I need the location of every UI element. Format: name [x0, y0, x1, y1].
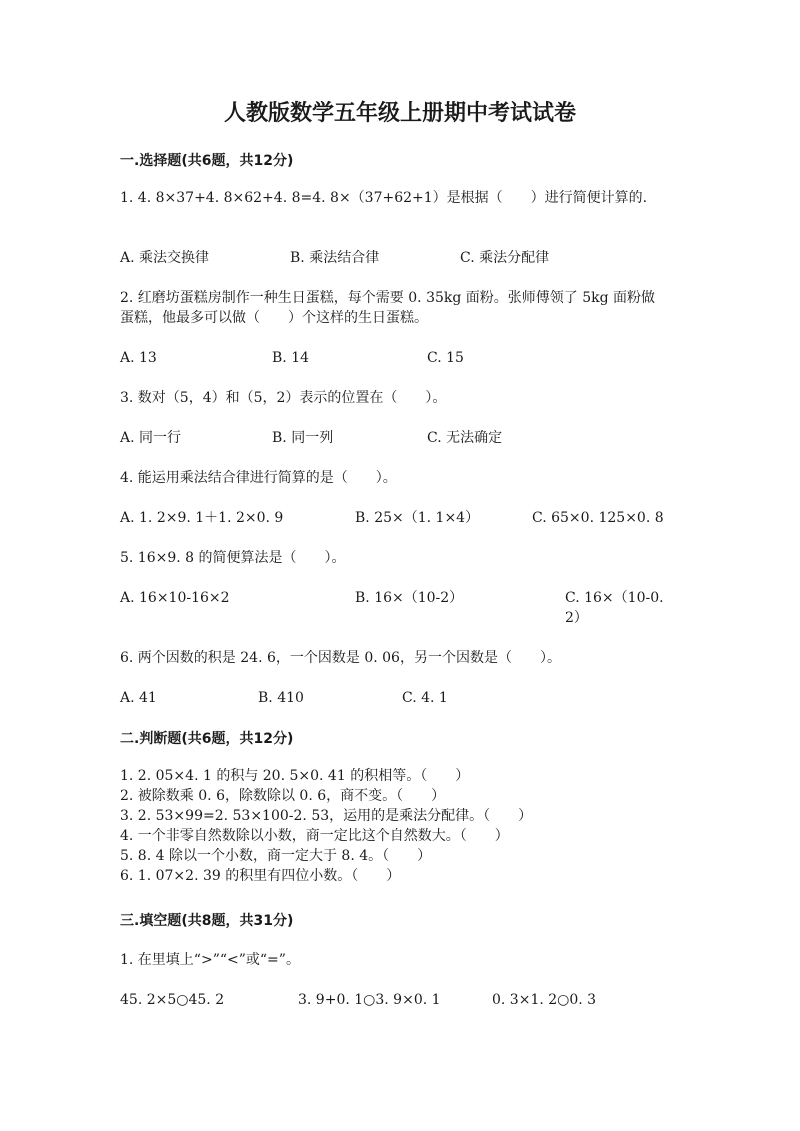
question-6-option-b: B. 410: [258, 690, 304, 706]
question-5-text: 5. 16×9. 8 的简便算法是（ ）。: [120, 550, 346, 566]
judgement-item: 5. 8. 4 除以一个小数，商一定大于 8. 4。（ ）: [120, 848, 432, 864]
question-5-option-b: B. 16×（10-2）: [355, 590, 464, 606]
question-3-text: 3. 数对（5，4）和（5，2）表示的位置在（ ）。: [120, 390, 447, 406]
question-5-option-c: C. 16×（10-0. 2）: [565, 590, 664, 626]
section-heading-choice: 一.选择题(共6题，共12分): [120, 153, 294, 169]
page-title: 人教版数学五年级上册期中考试试卷: [223, 101, 576, 126]
question-5-option-a: A. 16×10-16×2: [120, 590, 230, 606]
question-6-text: 6. 两个因数的积是 24. 6，一个因数是 0. 06，另一个因数是（ ）。: [120, 650, 561, 666]
fill-question-1-text: 1. 在里填上“>”“<”或“=”。: [120, 952, 300, 968]
question-2-text: 2. 红磨坊蛋糕房制作一种生日蛋糕，每个需要 0. 35kg 面粉。张师傅领了 5kg 面粉做蛋糕，他最多可以做（ ）个这样的生日蛋糕。: [120, 290, 656, 326]
question-2-option-b: B. 14: [272, 350, 310, 366]
question-1-option-b: B. 乘法结合律: [290, 250, 380, 266]
question-1-text: 1. 4. 8×37+4. 8×62+4. 8=4. 8×（37+62+1）是根据（ ）进行简便计算的.: [120, 190, 648, 206]
judgement-item: 2. 被除数乘 0. 6，除数除以 0. 6，商不变。（ ）: [120, 788, 446, 804]
question-2-option-c: C. 15: [427, 350, 464, 366]
question-4-option-b: B. 25×（1. 1×4）: [355, 510, 480, 526]
question-3-option-a: A. 同一行: [120, 430, 182, 446]
section-heading-fill-in: 三.填空题(共8题，共31分): [120, 913, 294, 929]
fill-question-1-item-c: 0. 3×1. 2○0. 3: [492, 992, 597, 1008]
judgement-item: 6. 1. 07×2. 39 的积里有四位小数。（ ）: [120, 868, 401, 884]
question-4-option-a: A. 1. 2×9. 1＋1. 2×0. 9: [120, 510, 284, 526]
question-3-option-b: B. 同一列: [272, 430, 334, 446]
fill-question-1-item-a: 45. 2×5○45. 2: [120, 992, 225, 1008]
question-3-option-c: C. 无法确定: [427, 430, 503, 446]
judgement-item: 1. 2. 05×4. 1 的积与 20. 5×0. 41 的积相等。（ ）: [120, 768, 470, 784]
question-4-text: 4. 能运用乘法结合律进行简算的是（ ）。: [120, 470, 397, 486]
fill-question-1-item-b: 3. 9+0. 1○3. 9×0. 1: [298, 992, 441, 1008]
question-2-option-a: A. 13: [120, 350, 157, 366]
question-1-option-c: C. 乘法分配律: [460, 250, 550, 266]
question-1-option-a: A. 乘法交换律: [120, 250, 210, 266]
question-6-option-a: A. 41: [120, 690, 157, 706]
judgement-item: 3. 2. 53×99=2. 53×100-2. 53，运用的是乘法分配律。（ ）: [120, 808, 533, 824]
section-heading-judgement: 二.判断题(共6题，共12分): [120, 731, 294, 747]
judgement-item: 4. 一个非零自然数除以小数，商一定比这个自然数大。（ ）: [120, 828, 509, 844]
question-6-option-c: C. 4. 1: [402, 690, 448, 706]
question-4-option-c: C. 65×0. 125×0. 8: [532, 510, 664, 526]
